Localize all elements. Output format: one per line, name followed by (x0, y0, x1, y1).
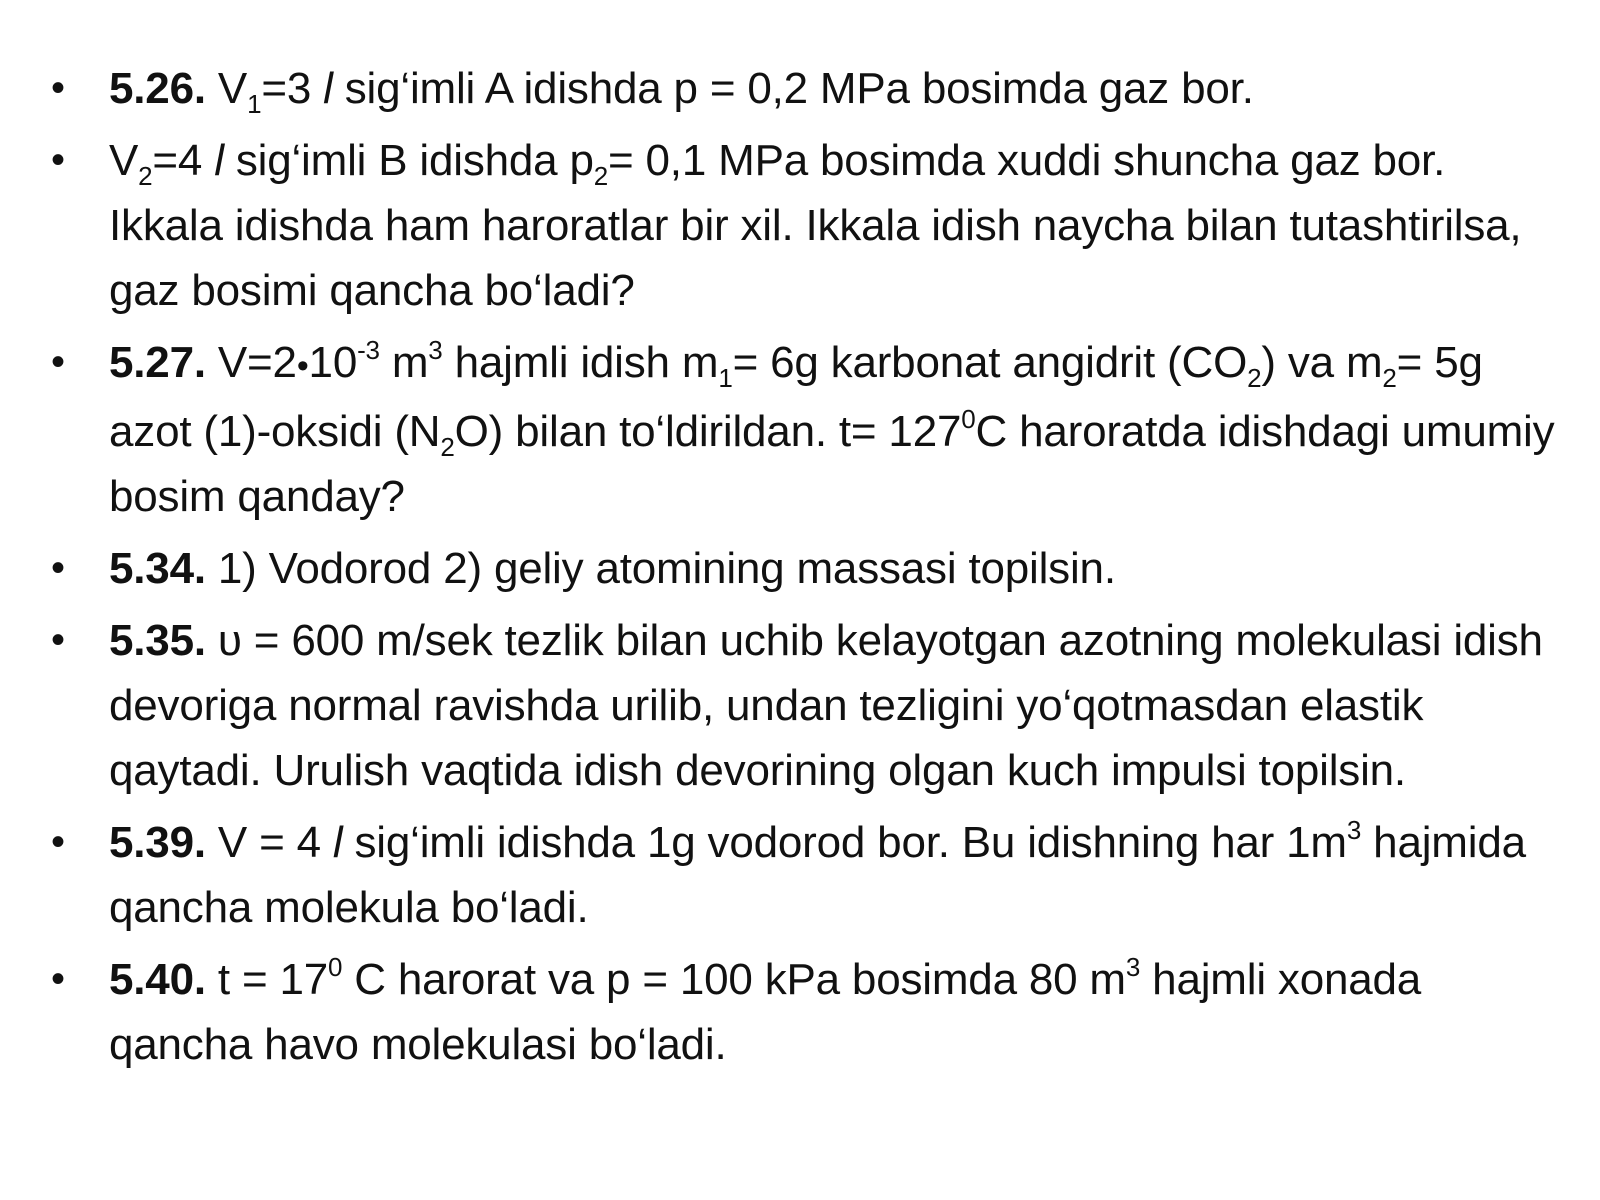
unit-litre: l (323, 64, 333, 113)
problem-number: 5.35. (109, 616, 206, 665)
bullet-icon: • (51, 957, 65, 1001)
bullet-icon: • (51, 138, 65, 182)
subscript: 1 (247, 89, 262, 119)
problem-5-27 (0, 330, 1600, 529)
problem-text: hajmida qancha molekula bo‘ladi. (109, 818, 1526, 932)
bullet-icon: • (51, 340, 65, 384)
subscript: 2 (440, 432, 455, 462)
problem-5-26 (0, 56, 1600, 121)
bullet-icon: • (51, 618, 65, 662)
problem-number: 5.40. (109, 955, 206, 1004)
problem-text: O) bilan to‘ldirildan. t= 127 (454, 407, 962, 456)
superscript: -3 (357, 335, 380, 365)
problem-text: C haroratda idishdagi umumiy bosim qanday? (109, 407, 1555, 521)
superscript: 3 (428, 335, 443, 365)
problem-number: 5.26. (109, 64, 206, 113)
problem-text: sig‘imli A idishda p = 0,2 MPa bosimda gaz bor. (332, 64, 1254, 113)
problem-text: = 600 m/sek tezlik bilan uchib kelayotgan azotning molekulasi idish devoriga normal ravishda urilib, undan tezligini yo‘qotmasdan elastik qaytadi. Urulish vaqtida idish devorining olgan kuch impulsi topilsin. (109, 616, 1543, 795)
problem-text: =4 (152, 136, 215, 185)
problem-text: V = 4 (205, 818, 333, 867)
velocity-symbol: υ (217, 616, 242, 665)
problem-text: = 5g azot (1)-oksidi (N (109, 338, 1483, 456)
problem-5-39 (0, 810, 1600, 940)
subscript: 2 (1382, 363, 1397, 393)
problem-5-35 (0, 608, 1600, 803)
problem-text: sig‘imli idishda 1g vodorod bor. Bu idishning har 1m (342, 818, 1347, 867)
problem-5-40 (0, 947, 1600, 1077)
problem-text: hajmli idish m (442, 338, 719, 387)
bullet-icon: • (51, 66, 65, 110)
bullet-icon: • (51, 546, 65, 590)
problem-list (0, 56, 1600, 1077)
problem-number: 5.39. (109, 818, 206, 867)
problem-5-34 (0, 536, 1600, 601)
subscript: 2 (138, 161, 153, 191)
problem-text: 1) Vodorod 2) geliy atomining massasi topilsin. (205, 544, 1116, 593)
superscript: 0 (961, 404, 976, 434)
problem-text: V=2 (205, 338, 297, 387)
subscript: 2 (1247, 363, 1262, 393)
problem-text (206, 616, 218, 665)
bullet-icon: • (51, 820, 65, 864)
problem-text: = 0,1 MPa bosimda xuddi shuncha gaz bor. Ikkala idishda ham haroratlar bir xil. Ikkala idish naycha bilan tutashtirilsa, gaz bosimi qancha bo‘ladi? (109, 136, 1522, 315)
multiply-dot-icon: • (296, 347, 309, 385)
problem-text: m (379, 338, 429, 387)
unit-litre: l (214, 136, 224, 185)
problem-text: V (205, 64, 248, 113)
problem-text: hajmli xonada qancha havo molekulasi bo‘ladi. (109, 955, 1422, 1069)
superscript: 0 (328, 952, 343, 982)
problem-text: sig‘imli B idishda p (223, 136, 594, 185)
superscript: 3 (1125, 952, 1141, 982)
superscript: 3 (1346, 815, 1362, 845)
problem-text: V (109, 136, 139, 185)
problem-text: 10 (308, 338, 358, 387)
problem-number: 5.34. (109, 544, 206, 593)
problem-text: = 6g karbonat angidrit (CO (732, 338, 1248, 387)
problem-text: ) va m (1261, 338, 1383, 387)
problem-5-26-continued (0, 128, 1600, 323)
subscript: 1 (718, 363, 733, 393)
problem-text: t = 17 (205, 955, 329, 1004)
problem-text: =3 (261, 64, 324, 113)
unit-litre: l (332, 818, 343, 867)
problem-text: C harorat va p = 100 kPa bosimda 80 m (342, 955, 1126, 1004)
problem-number: 5.27. (109, 338, 206, 387)
subscript: 2 (593, 161, 609, 191)
